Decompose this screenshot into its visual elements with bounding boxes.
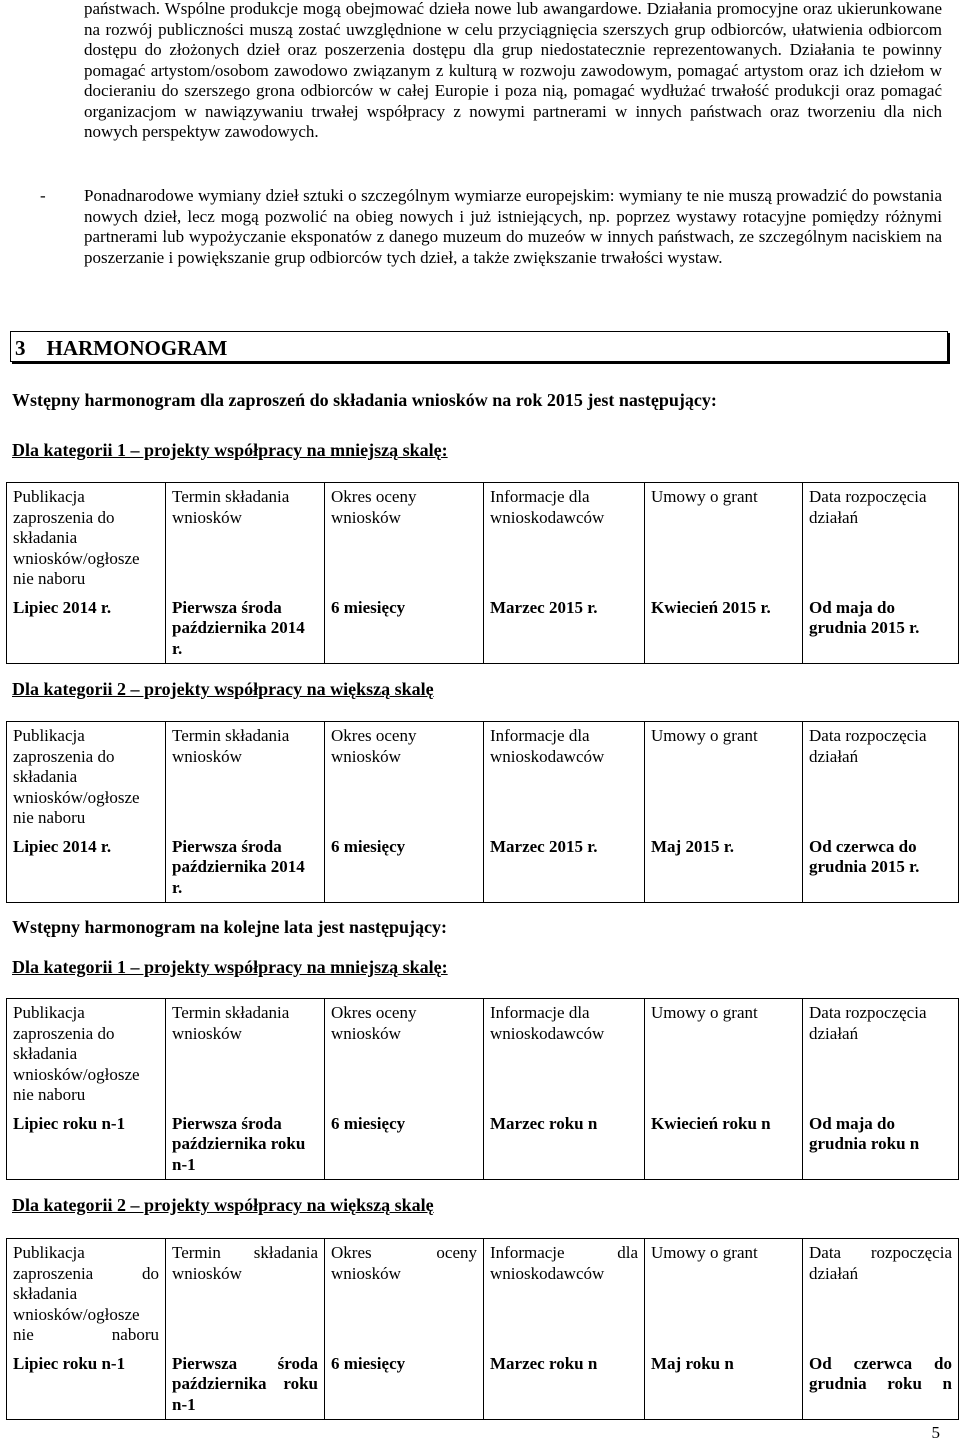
- value-cell: Maj roku n: [645, 1350, 803, 1420]
- header-cell: Okres oceny wniosków: [325, 722, 484, 833]
- value-cell: Lipiec 2014 r.: [7, 833, 166, 903]
- section-title: 3 HARMONOGRAM: [15, 336, 228, 360]
- value-cell: 6 miesięcy: [325, 594, 484, 664]
- value-cell: Marzec roku n: [484, 1110, 645, 1180]
- value-cell: Marzec 2015 r.: [484, 594, 645, 664]
- header-cell: Informacje dla wnioskodawców: [484, 722, 645, 833]
- header-cell: Umowy o grant: [645, 1239, 803, 1350]
- table-row: [7, 833, 959, 903]
- header-cell: Publikacja zaproszenia do składania wniosków/ogłosze nie naboru: [7, 999, 166, 1110]
- schedule-intro-2015: Wstępny harmonogram dla zaproszeń do składania wniosków na rok 2015 jest następujący:: [12, 390, 717, 410]
- value-cell: Lipiec roku n-1: [7, 1110, 166, 1180]
- header-cell: Okres oceny wniosków: [325, 483, 484, 594]
- header-cell: Informacje dla wnioskodawców: [484, 483, 645, 594]
- value-cell: 6 miesięcy: [325, 833, 484, 903]
- body-paragraph: państwach. Wspólne produkcje mogą obejmować dzieła nowe lub awangardowe. Działania promocyjne oraz ukierunkowane na rozwój publiczności muszą zostać uwzględnione w celu przyciągnięcia szerszych grup odbiorców, ułatwienia odbiorcom dostępu do złożonych dzieł oraz poszerzenia dostępu dla grup niedostatecznie reprezentowanych. Działania te powinny pomagać artystom/osobom zawodowo związanym z kulturą w rozwoju zawodowym, pomagać artystom oraz ich dziełom w docieraniu do szerszego grona odbiorców w całej Europie i poza nią, pomagać wydłużać trwałość produkcji oraz pomagać organizacjom w nawiązywaniu trwałej współpracy z nowymi partnerami w innych państwach oraz tworzeniu dla nich nowych perspektyw zawodowych.: [84, 0, 942, 141]
- header-cell: Data rozpoczęcia działań: [803, 999, 959, 1110]
- header-cell: Termin składania wniosków: [166, 722, 325, 833]
- value-cell: Lipiec 2014 r.: [7, 594, 166, 664]
- header-cell: Termin składania wniosków: [166, 483, 325, 594]
- value-cell: Marzec roku n: [484, 1350, 645, 1420]
- header-cell: Data rozpoczęcia działań: [803, 722, 959, 833]
- header-cell: Termin składania wniosków: [166, 1239, 325, 1350]
- value-cell: Marzec 2015 r.: [484, 833, 645, 903]
- list-item-paragraph: Ponadnarodowe wymiany dzieł sztuki o szczególnym wymiarze europejskim: wymiany te nie muszą prowadzić do powstania nowych dzieł, lecz mogą pozwolić na obieg nowych i już istniejących, np. poprzez wystawy rotacyjne pomiędzy różnymi partnerami lub wypożyczanie eksponatów z danego muzeum do muzeów w innych państwach, ze szczególnym naciskiem na poszerzanie i powiększanie grup odbiorców tych dzieł, a także zwiększanie trwałości wystaw.: [84, 186, 942, 267]
- value-cell: Od czerwca do grudnia roku n: [803, 1350, 959, 1420]
- schedule-table: [6, 998, 959, 1180]
- value-cell: Od czerwca do grudnia 2015 r.: [803, 833, 959, 903]
- value-cell: Pierwsza środa października roku n-1: [166, 1110, 325, 1180]
- header-cell: Publikacja zaproszenia do składania wniosków/ogłosze nie naboru: [7, 722, 166, 833]
- header-cell: Informacje dla wnioskodawców: [484, 999, 645, 1110]
- header-cell: Termin składania wniosków: [166, 999, 325, 1110]
- table-header-row: [7, 999, 959, 1110]
- header-cell: Data rozpoczęcia działań: [803, 483, 959, 594]
- category-heading: Dla kategorii 1 – projekty współpracy na mniejszą skalę:: [12, 957, 448, 977]
- schedule-table: [6, 482, 959, 664]
- header-cell: Okres oceny wniosków: [325, 999, 484, 1110]
- table-header-row: [7, 483, 959, 594]
- value-cell: Od maja do grudnia roku n: [803, 1110, 959, 1180]
- header-cell: Publikacja zaproszenia do składania wniosków/ogłosze nie naboru: [7, 1239, 166, 1350]
- header-cell: Informacje dla wnioskodawców: [484, 1239, 645, 1350]
- list-dash: -: [40, 186, 46, 205]
- header-cell: Data rozpoczęcia działań: [803, 1239, 959, 1350]
- header-cell: Umowy o grant: [645, 483, 803, 594]
- value-cell: Pierwsza środa października roku n-1: [166, 1350, 325, 1420]
- table-header-row: [7, 722, 959, 833]
- table-row: [7, 1110, 959, 1180]
- header-cell: Umowy o grant: [645, 999, 803, 1110]
- schedule-table: [6, 1238, 959, 1420]
- schedule-intro-next-years: Wstępny harmonogram na kolejne lata jest następujący:: [12, 917, 447, 937]
- value-cell: Kwiecień roku n: [645, 1110, 803, 1180]
- category-heading: Dla kategorii 1 – projekty współpracy na mniejszą skalę:: [12, 440, 448, 460]
- section-heading-box: [10, 331, 948, 362]
- table-row: [7, 1350, 959, 1420]
- page-number: 5: [931, 1423, 940, 1442]
- category-heading: Dla kategorii 2 – projekty współpracy na większą skalę: [12, 679, 434, 699]
- category-heading: Dla kategorii 2 – projekty współpracy na większą skalę: [12, 1195, 434, 1215]
- value-cell: Lipiec roku n-1: [7, 1350, 166, 1420]
- table-row: [7, 594, 959, 664]
- schedule-table: [6, 721, 959, 903]
- value-cell: Kwiecień 2015 r.: [645, 594, 803, 664]
- header-cell: Publikacja zaproszenia do składania wniosków/ogłosze nie naboru: [7, 483, 166, 594]
- value-cell: Pierwsza środa października 2014 r.: [166, 833, 325, 903]
- value-cell: Pierwsza środa października 2014 r.: [166, 594, 325, 664]
- value-cell: Maj 2015 r.: [645, 833, 803, 903]
- header-cell: Okres oceny wniosków: [325, 1239, 484, 1350]
- value-cell: Od maja do grudnia 2015 r.: [803, 594, 959, 664]
- value-cell: 6 miesięcy: [325, 1350, 484, 1420]
- table-header-row: [7, 1239, 959, 1350]
- header-cell: Umowy o grant: [645, 722, 803, 833]
- value-cell: 6 miesięcy: [325, 1110, 484, 1180]
